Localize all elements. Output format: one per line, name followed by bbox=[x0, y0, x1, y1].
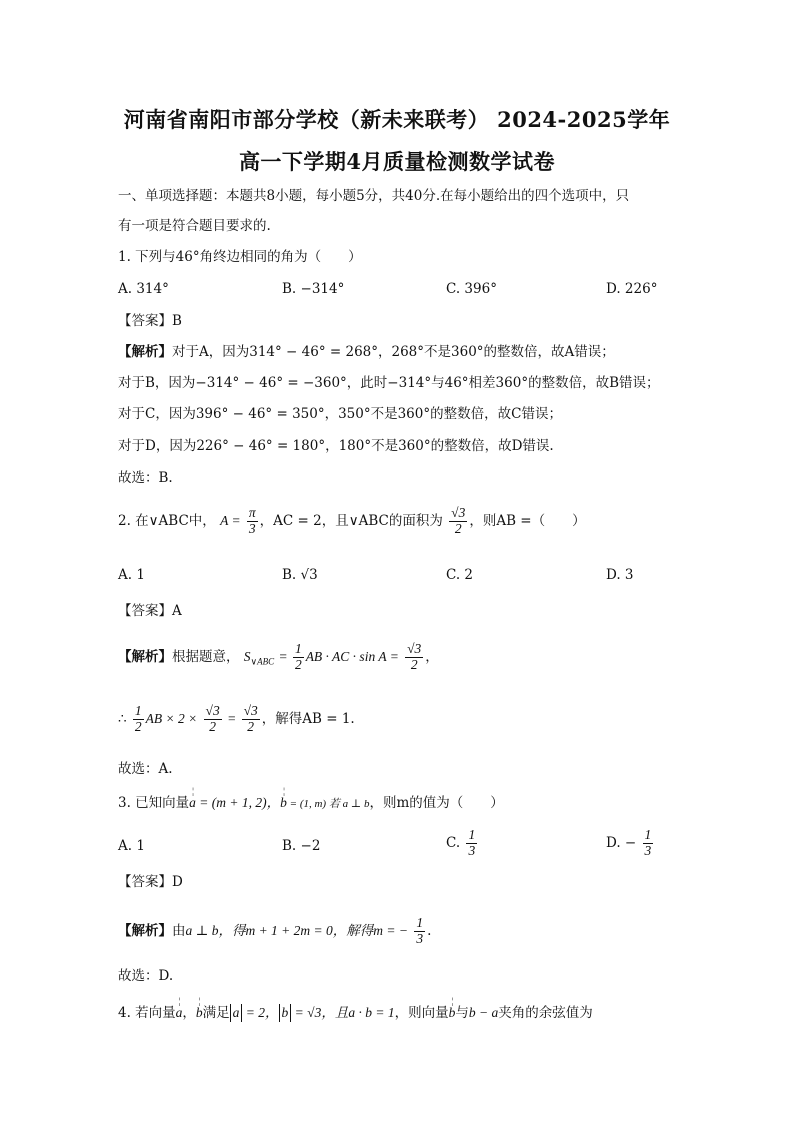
q1-analysis-line4: 对于D，因为226° − 46° = 180°，180°不是360°的整数倍，故D错误. bbox=[118, 438, 554, 454]
analysis-text: 根据题意， bbox=[172, 648, 240, 665]
frac-den: 2 bbox=[247, 718, 255, 734]
frac-num: √3 bbox=[407, 641, 422, 656]
analysis-text: ，得m + 1 + 2m = 0，解得m = − bbox=[218, 922, 409, 938]
area-symbol: S bbox=[243, 648, 251, 664]
q3-choice-b: B. −2 bbox=[282, 838, 321, 854]
q3-answer: 【答案】D bbox=[118, 874, 183, 890]
abs-b: b bbox=[279, 1004, 292, 1022]
q3-choice-a: A. 1 bbox=[118, 838, 145, 854]
frac-den: 2 bbox=[454, 520, 462, 536]
q2-choice-c: C. 2 bbox=[446, 567, 474, 583]
q2-eq2-mid: AB × 2 × bbox=[145, 710, 198, 726]
analysis-text: 由 bbox=[172, 922, 186, 939]
q2-frac-sqrt3-2d bbox=[242, 704, 260, 735]
vector-a: ¦ a bbox=[176, 1005, 183, 1021]
section-heading: 一、单项选择题：本题共8小题，每小题5分，共40分.在每小题给出的四个选项中，只 bbox=[118, 188, 630, 204]
q3-stem-part: = (m + 1, 2)， bbox=[195, 795, 281, 810]
choice-label: D. − bbox=[606, 834, 637, 851]
q2-choice-b: B. √3 bbox=[282, 567, 318, 583]
q2-frac-half-b bbox=[133, 704, 144, 735]
q2-analysis-line2: ∴ $\frac{1}{2}$ AB × 2 × $\frac{√3}{2}$ = $\frac{√3}{2}$ ，解得AB = 1. bbox=[118, 703, 355, 734]
q3-choice-d-frac bbox=[643, 828, 654, 859]
q4-stem-part: 满足 bbox=[202, 1005, 230, 1021]
q1-choice-a: A. 314° bbox=[118, 281, 169, 297]
q4-eq-a: = 2， bbox=[242, 1005, 279, 1020]
q3-choice-c bbox=[446, 828, 479, 859]
q4-stem-part: 4. 若向量 bbox=[118, 1005, 176, 1021]
q2-answer: 【答案】A bbox=[118, 603, 182, 619]
q2-stem-part: 2. 在∨ABC中， bbox=[118, 512, 216, 529]
frac-den: 2 bbox=[410, 656, 418, 672]
q1-analysis-line3: 对于C，因为396° − 46° = 350°，350°不是360°的整数倍，故C错误； bbox=[118, 406, 562, 422]
analysis-text: . bbox=[427, 922, 432, 939]
analysis-label: 【解析】 bbox=[118, 922, 172, 939]
question-2-stem bbox=[118, 506, 586, 537]
q4-eq-b: = √3，且 bbox=[291, 1005, 349, 1020]
section-heading-cont: 有一项是符合题目要求的. bbox=[118, 218, 271, 234]
q1-choice-c: C. 396° bbox=[446, 281, 497, 297]
analysis-label: 【解析】 bbox=[118, 344, 172, 360]
q2-conclusion: 故选：A. bbox=[118, 761, 173, 777]
q4-stem-part: 与 bbox=[455, 1005, 469, 1021]
analysis-text: 对于A，因为314° − 46° = 268°，268°不是360°的整数倍，故A错误； bbox=[172, 344, 615, 360]
vector-b: ¦ b bbox=[449, 1005, 456, 1021]
q3-perp: a ⊥ b bbox=[342, 798, 370, 810]
question-4-stem: 4. 若向量¦ a，¦ b满足 a = 2， b = √3，且a · b = 1，则向量¦ b与b − a夹角的余弦值为 bbox=[118, 1004, 593, 1022]
q1-conclusion: 故选：B. bbox=[118, 470, 173, 486]
analysis-label: 【解析】 bbox=[118, 648, 172, 665]
q2-frac-sqrt3-2c bbox=[204, 704, 222, 735]
q4-stem-part: ，则向量 bbox=[394, 1005, 449, 1021]
q1-answer: 【答案】B bbox=[118, 313, 182, 329]
frac-den: 3 bbox=[416, 930, 424, 946]
frac-den: 2 bbox=[294, 656, 302, 672]
frac-num: √3 bbox=[205, 703, 220, 718]
document-title-line2: 高一下学期4月质量检测数学试卷 bbox=[238, 149, 556, 174]
q2-analysis-line1: 【解析】根据题意， $S_{\vee ABC}$ = $\frac{1}{2}$ AB · AC · sin A = $\frac{√3}{2}$ ， bbox=[118, 641, 439, 672]
q4-b-minus-a: b − a bbox=[468, 1005, 499, 1020]
question-3-stem bbox=[118, 795, 504, 811]
frac-num: 1 bbox=[644, 827, 652, 842]
q1-choice-d: D. 226° bbox=[606, 281, 658, 297]
q1-choice-b: B. −314° bbox=[282, 281, 345, 297]
q3-stem-part: 3. 已知向量 bbox=[118, 795, 190, 811]
therefore-symbol: ∴ bbox=[118, 710, 127, 727]
q3-conclusion: 故选：D. bbox=[118, 968, 174, 984]
frac-num: 1 bbox=[416, 915, 424, 930]
vector-b: ¦ b bbox=[280, 795, 287, 811]
q2-frac-sqrt3-2 bbox=[449, 506, 467, 537]
q3-analysis-frac bbox=[414, 916, 425, 947]
choice-label: C. bbox=[446, 834, 461, 851]
q3-choice-d bbox=[606, 828, 655, 859]
abs-a: a bbox=[230, 1004, 243, 1022]
frac-den: 2 bbox=[209, 718, 216, 734]
q2-eq1-mid: AB · AC · sin A = bbox=[305, 648, 399, 664]
frac-den: 3 bbox=[248, 520, 256, 536]
frac-num: √3 bbox=[243, 703, 258, 718]
frac-den: 2 bbox=[134, 718, 142, 734]
area-subscript: ∨ABC bbox=[250, 656, 275, 667]
q3-stem-part: = (1, m) 若 bbox=[286, 798, 343, 810]
document-title-line1: 河南省南阳市部分学校（新未来联考） 2024-2025学年 bbox=[123, 107, 671, 132]
q2-choice-a: A. 1 bbox=[118, 567, 145, 583]
frac-den: 3 bbox=[468, 842, 476, 858]
q2-stem-part: ，AC = 2，且∨ABC的面积为 bbox=[259, 512, 443, 529]
q3-perp: a ⊥ b bbox=[185, 922, 219, 938]
q2-stem-part: ，则AB =（ ） bbox=[469, 512, 586, 529]
q1-analysis-line1 bbox=[118, 344, 615, 360]
frac-num: 1 bbox=[294, 641, 302, 656]
frac-den: 3 bbox=[644, 842, 652, 858]
q2-frac-half bbox=[293, 642, 304, 673]
q2-frac-sqrt3-2b bbox=[405, 642, 423, 673]
question-1-stem: 1. 下列与46°角终边相同的角为（ ） bbox=[118, 249, 362, 265]
frac-num: 1 bbox=[134, 703, 142, 718]
q2-eq2-end: ，解得AB = 1. bbox=[261, 710, 355, 727]
vector-a: ¦ a bbox=[189, 795, 196, 811]
frac-num: π bbox=[248, 505, 256, 520]
q3-analysis-line1 bbox=[118, 916, 431, 947]
q3-choice-c-frac bbox=[466, 828, 477, 859]
q2-choice-d: D. 3 bbox=[606, 567, 634, 583]
vector-b: ¦ b bbox=[196, 1005, 203, 1021]
frac-num: √3 bbox=[451, 505, 466, 520]
q4-stem-part: 夹角的余弦值为 bbox=[498, 1005, 593, 1021]
frac-num: 1 bbox=[468, 827, 476, 842]
q2-angle-A: A = bbox=[220, 512, 241, 528]
q1-analysis-line2: 对于B，因为−314° − 46° = −360°，此时−314°与46°相差360°的整数倍，故B错误； bbox=[118, 375, 660, 391]
q2-frac-pi-3 bbox=[247, 506, 258, 537]
q2-eq1-end: ， bbox=[425, 648, 439, 665]
q3-stem-part: ，则m的值为（ ） bbox=[369, 795, 504, 811]
q4-dot: a · b = 1 bbox=[348, 1005, 395, 1020]
